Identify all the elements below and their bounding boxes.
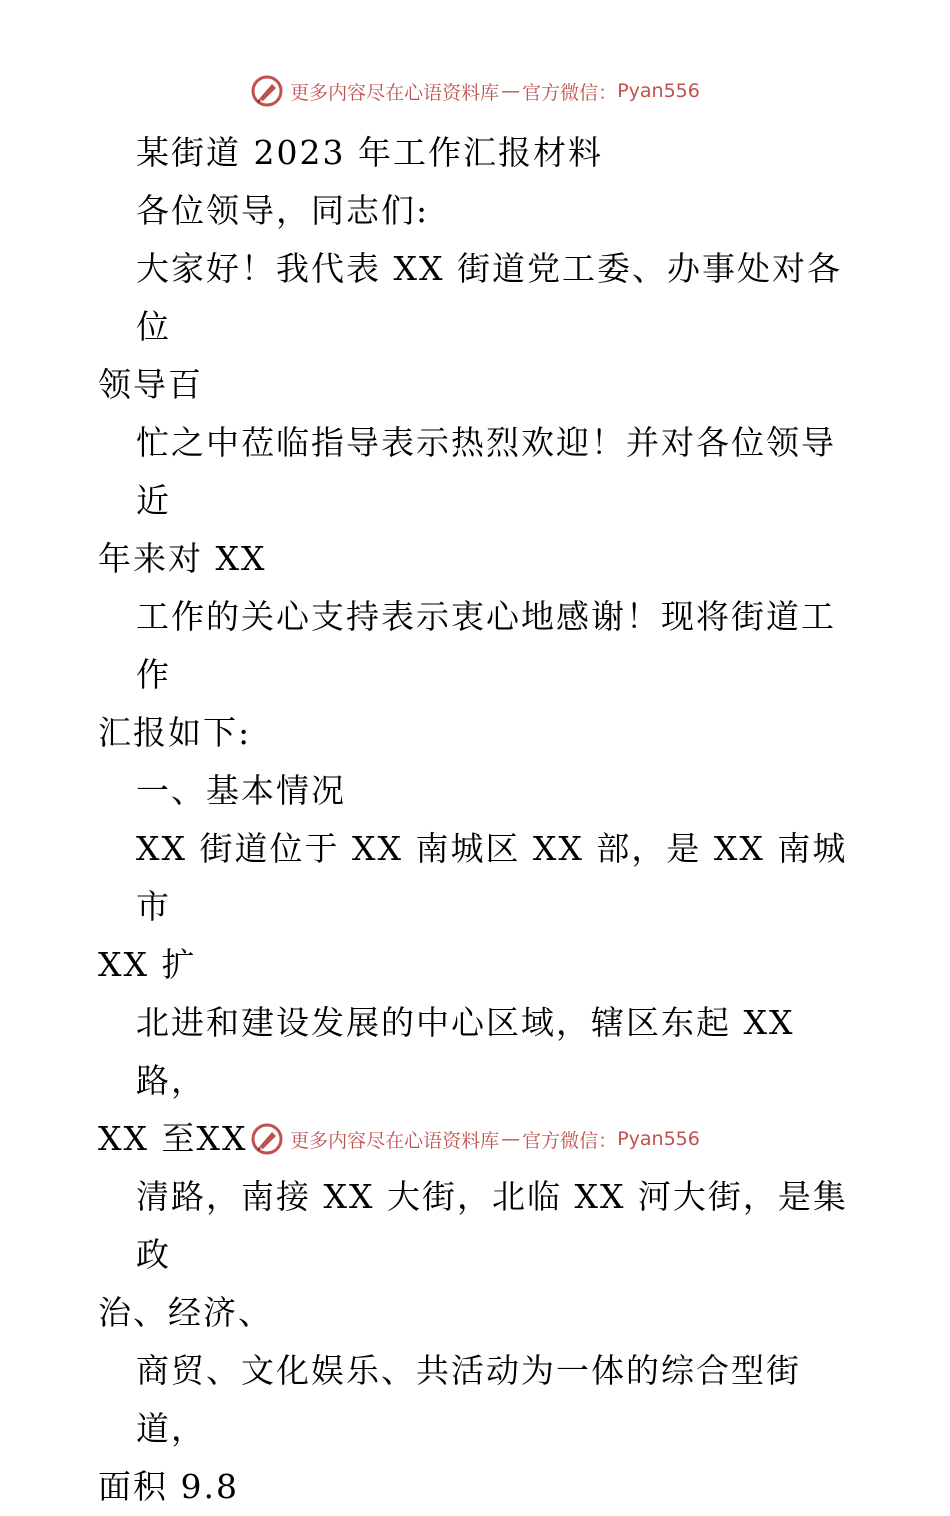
text-line: 清路，南接 XX 大街，北临 XX 河大街，是集政 <box>136 1177 848 1274</box>
text-line: XX 街道位于 XX 南城区 XX 部，是 XX 南城市 <box>136 829 848 926</box>
document-body <box>98 124 858 1516</box>
text-line: 大家好！我代表 XX 街道党工委、办事处对各位 <box>136 249 842 346</box>
watermark-separator: — <box>501 1128 521 1150</box>
watermark-text: 更多内容尽在心语资料库 <box>290 1129 500 1152</box>
text-line: 面积 9.8 <box>98 1467 239 1506</box>
watermark-text: 更多内容尽在心语资料库 <box>290 81 500 104</box>
section-heading: 一、基本情况 <box>136 771 346 810</box>
header-watermark <box>0 69 950 113</box>
text-line: 治、经济、 <box>98 1293 273 1332</box>
text-line: XX 扩 <box>98 945 197 984</box>
text-line: 汇报如下: <box>98 713 252 752</box>
text-line: 领导百 <box>98 365 203 404</box>
footer-watermark <box>0 1117 950 1161</box>
text-line: 年来对 XX <box>98 539 267 578</box>
text-line: 北进和建设发展的中心区域，辖区东起 XX 路， <box>136 1003 795 1100</box>
watermark-separator: — <box>501 80 521 102</box>
watermark-wechat-id: Pyan556 <box>617 80 700 102</box>
text-line: 商贸、文化娱乐、共活动为一体的综合型街道， <box>136 1351 801 1448</box>
text-line: 忙之中莅临指导表示热烈欢迎！并对各位领导近 <box>136 423 836 520</box>
salutation: 各位领导，同志们: <box>136 191 430 230</box>
text-line: XX 至XX <box>98 1119 248 1158</box>
watermark-wechat-label: 官方微信： <box>522 81 618 104</box>
watermark-wechat-id: Pyan556 <box>617 1128 700 1150</box>
watermark-wechat-label: 官方微信： <box>522 1129 618 1152</box>
pen-logo-icon <box>250 74 284 108</box>
document-title: 某街道 2023 年工作汇报材料 <box>136 133 603 172</box>
pen-logo-icon <box>250 1122 284 1156</box>
text-line: 工作的关心支持表示衷心地感谢！现将街道工作 <box>136 597 836 694</box>
